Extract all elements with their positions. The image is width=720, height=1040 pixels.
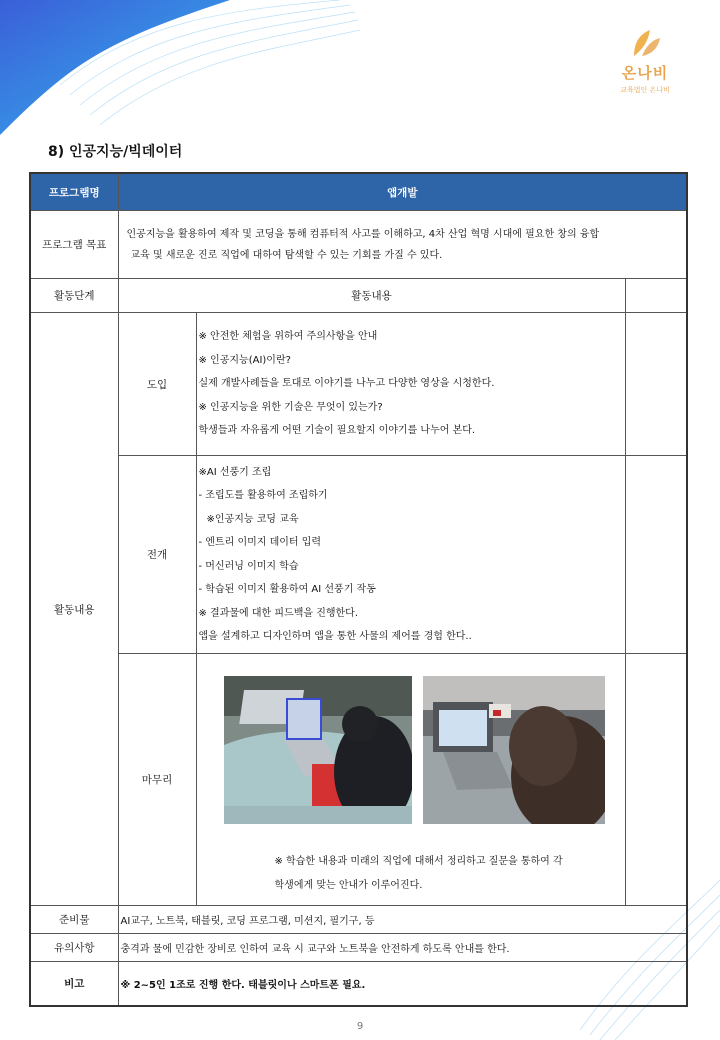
intro-content [196,313,625,456]
goal-line: 인공지능을 활용하여 제작 및 코딩을 통해 컴퓨터적 사고를 이해하고, 4차 산업 혁명 시대에 필요한 창의 융합 [126,228,600,240]
develop-line: ※인공지능 코딩 교육 [206,513,299,525]
content-label: 활동내용 [118,279,625,313]
note-line: 학생에게 맞는 안내가 이루어진다. [274,880,423,891]
develop-line: - 조립도를 활용하여 조립하기 [198,490,328,501]
header-row [30,173,687,211]
intro-row [30,313,687,456]
materials-label: 준비물 [30,906,118,934]
finish-content [196,654,625,906]
develop-line: - 엔트리 이미지 데이터 입력 [198,537,322,548]
develop-line: ※ 결과물에 대한 피드백을 진행한다. [198,607,359,619]
intro-line: ※ 인공지능을 위한 기술은 무엇이 있는가? [198,401,383,413]
class-photo-1 [224,676,412,824]
develop-line: - 학습된 이미지 활용하여 AI 선풍기 작동 [198,584,376,595]
leaf-icon [628,28,662,58]
intro-label: 도입 [118,313,196,456]
develop-line: - 머신러닝 이미지 학습 [198,560,299,572]
note-line: ※ 학습한 내용과 미래의 직업에 대해서 정리하고 질문을 통하여 각 [274,856,563,867]
finish-label: 마무리 [118,654,196,906]
intro-line: ※ 안전한 체험을 위하여 주의사항을 안내 [198,331,378,343]
brand-logo [600,28,690,95]
develop-line: ※AI 선풍기 조립 [198,466,272,478]
materials-value: AI교구, 노트북, 태블릿, 코딩 프로그램, 미션지, 필기구, 등 [118,906,687,934]
develop-label: 전개 [118,456,196,654]
goal-label: 프로그램 목표 [30,211,118,279]
intro-line: 실제 개발사례들을 토대로 이야기를 나누고 다양한 영상을 시청한다. [198,378,495,390]
empty-cell [625,313,687,456]
program-label: 프로그램명 [30,173,118,211]
page-number: 9 [356,1021,364,1032]
empty-cell [625,654,687,906]
caution-label: 유의사항 [30,934,118,962]
finish-row [30,654,687,906]
materials-row [30,906,687,934]
intro-line: ※ 인공지능(AI)이란? [198,354,291,366]
goal-line: 교육 및 새로운 진로 직업에 대하여 탐색할 수 있는 기회를 가질 수 있다. [130,249,443,261]
goal-row [30,211,687,279]
remark-row [30,962,687,1006]
remark-label: 비고 [30,962,118,1006]
empty-cell [625,456,687,654]
remark-value: ※ 2~5인 1조로 진행 한다. 태블릿이나 스마트폰 필요. [118,962,687,1006]
caution-row [30,934,687,962]
develop-row [30,456,687,654]
stage-header-row [30,279,687,313]
program-table [29,172,688,1007]
goal-text [118,211,687,279]
develop-line: 앱을 설계하고 디자인하며 앱을 통한 사물의 제어를 경험 한다.. [198,631,472,642]
develop-content [196,456,625,654]
finish-note [275,850,595,898]
caution-value: 충격과 물에 민감한 장비로 인하여 교육 시 교구와 노트북을 안전하게 하도록 안내를 한다. [118,934,687,962]
logo-subtitle: 교육법인 온나비 [620,86,670,94]
intro-line: 학생들과 자유롭게 어떤 기술이 필요할지 이야기를 나누어 본다. [198,425,476,437]
section-title: 8) 인공지능/빅데이터 [48,144,183,160]
program-value: 앱개발 [118,173,687,211]
stage-label: 활동단계 [30,279,118,313]
wave-decoration [0,0,360,140]
activity-label: 활동내용 [30,313,118,906]
class-photo-2 [423,676,605,824]
logo-name: 온나비 [621,64,669,82]
empty-cell [625,279,687,313]
